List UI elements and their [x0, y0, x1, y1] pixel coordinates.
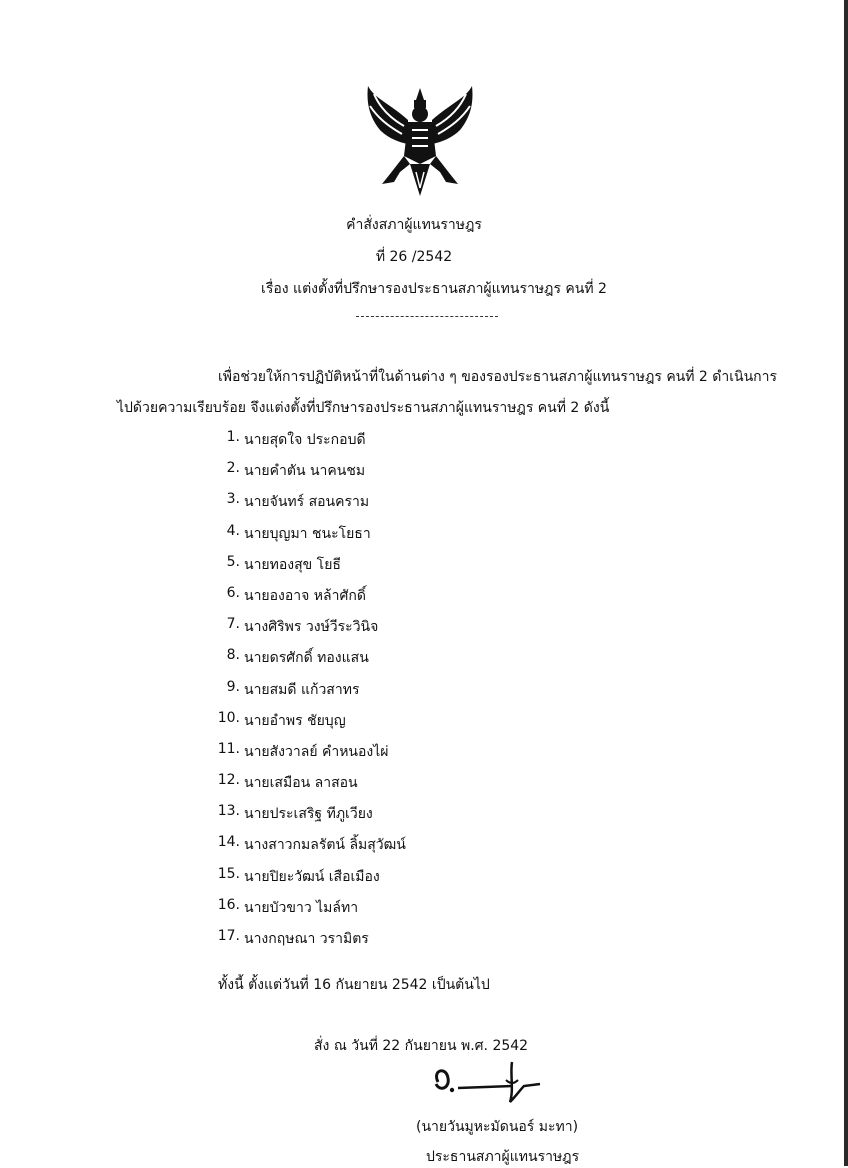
signatory-position: ประธานสภาผู้แทนราษฎร — [426, 1149, 580, 1165]
list-item: 1. นายสุดใจ ประกอบดี — [226, 429, 366, 448]
list-item: 8. นายดรศักดิ์ ทองแสน — [226, 647, 369, 667]
separator-line — [356, 316, 498, 317]
paragraph-line-1: เพื่อช่วยให้การปฏิบัติหน้าที่ในด้านต่าง ๆ ของรองประธานสภาผู้แทนราษฎร คนที่ 2 ดำเนินการ — [218, 369, 778, 385]
list-item: 15. นายปิยะวัฒน์ เสือเมือง — [217, 865, 380, 885]
list-item: 16. นายบัวขาว ไมล์ทา — [217, 896, 359, 916]
garuda-emblem-icon — [360, 84, 480, 200]
list-item: 7. นางศิริพร วงษ์วีระวินิจ — [226, 616, 379, 636]
list-item: 3. นายจันทร์ สอนคราม — [226, 491, 370, 511]
list-item: 5. นายทองสุข โยธี — [226, 553, 341, 573]
list-item: 10. นายอำพร ชัยบุญ — [217, 709, 346, 729]
effective-date: ทั้งนี้ ตั้งแต่วันที่ 16 กันยายน 2542 เป็นต้นไป — [218, 977, 490, 993]
list-item: 11. นายสังวาลย์ คำหนองไผ่ — [217, 740, 389, 760]
order-title: คำสั่งสภาผู้แทนราษฎร — [346, 217, 482, 233]
list-item: 4. นายบุญมา ชนะโยธา — [226, 522, 371, 542]
order-number: ที่ 26 /2542 — [375, 249, 453, 265]
page-edge-shadow — [844, 0, 848, 1166]
list-item: 6. นายองอาจ หล้าศักดิ์ — [226, 584, 366, 604]
list-item: 14. นางสาวกมลรัตน์ ลิ้มสุวัฒน์ — [217, 834, 406, 854]
list-item: 13. นายประเสริฐ ทีภูเวียง — [217, 803, 373, 823]
signatory-name: (นายวันมูหะมัดนอร์ มะทา) — [416, 1119, 579, 1135]
list-item: 17. นางกฤษณา วรามิตร — [217, 928, 369, 947]
list-item: 12. นายเสมือน ลาสอน — [217, 772, 358, 792]
list-item: 2. นายคำตัน นาคนชม — [226, 460, 366, 480]
order-date: สั่ง ณ วันที่ 22 กันยายน พ.ศ. 2542 — [314, 1038, 529, 1054]
handwritten-signature-icon — [428, 1060, 548, 1104]
list-item: 9. นายสมดี แก้วสาทร — [226, 678, 360, 698]
paragraph-line-2: ไปด้วยความเรียบร้อย จึงแต่งตั้งที่ปรึกษารองประธานสภาผู้แทนราษฎร คนที่ 2 ดังนี้ — [117, 400, 610, 416]
advisor-list — [214, 429, 406, 959]
order-subject: เรื่อง แต่งตั้งที่ปรึกษารองประธานสภาผู้แทนราษฎร คนที่ 2 — [261, 281, 607, 297]
